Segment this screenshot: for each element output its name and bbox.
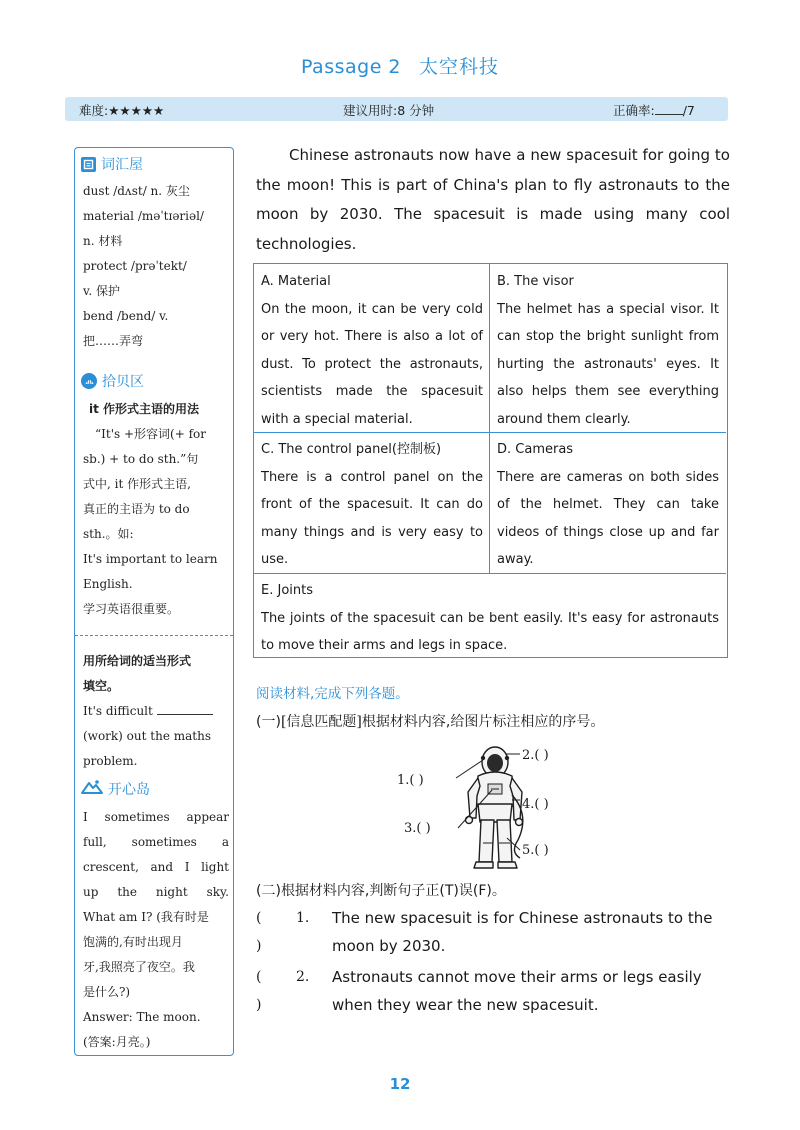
figure-label-2[interactable]: 2.( ) — [522, 748, 549, 763]
exercise-title: 用所给词的适当形式 — [83, 654, 192, 668]
difficulty-stars: ★★★★★ — [108, 103, 165, 118]
astronaut-illustration — [380, 740, 620, 870]
book-icon — [81, 157, 96, 172]
accuracy-total: /7 — [682, 103, 695, 118]
info-bar — [65, 97, 728, 121]
intro-paragraph: Chinese astronauts now have a new spacesuit for going to the moon! This is part of China's plan to fly astronauts to the moon by 2030. The spacesuit is made using many cool technologies. — [256, 146, 730, 253]
feature-table — [253, 263, 728, 658]
question-number: 1. — [296, 910, 310, 926]
table-divider — [489, 264, 490, 573]
feature-cell-c — [254, 432, 490, 578]
part2-header — [256, 880, 506, 900]
part1-text: 根据材料内容,给图片标注相应的序号。 — [361, 714, 605, 730]
feature-cell-a — [254, 264, 490, 437]
feature-body: There are cameras on both sides of the helmet. They can take videos of things close up and far away. — [497, 469, 719, 567]
riddle-heading-text: 开心岛 — [108, 782, 150, 798]
page-number: 12 — [389, 1075, 411, 1093]
question-text: Astronauts cannot move their arms or legs easily when they wear the new spacesuit. — [332, 968, 702, 1014]
answer-blank[interactable]: ( ) — [256, 969, 262, 1013]
difficulty-label: 难度: — [79, 103, 109, 118]
vocab-heading — [81, 153, 143, 175]
exercise-text: It's difficult — [83, 704, 153, 718]
vocab-line: bend /bend/ v. — [83, 309, 169, 323]
feature-title: A. Material — [261, 274, 331, 289]
grammar-line: It's important to learn — [83, 552, 218, 566]
vocab-line: protect /prəˈtekt/ — [83, 259, 187, 273]
part1-label: (一) — [256, 714, 281, 730]
grammar-line: English. — [83, 577, 133, 591]
grammar-title: it 作形式主语的用法 — [89, 402, 200, 416]
feature-body: On the moon, it can be very cold or very hot. There is also a lot of dust. To protect the astronauts, scientists made the spacesuit with a special material. — [261, 301, 483, 427]
riddle-line: 饱满的,有时出现月 — [83, 935, 183, 949]
feature-title: E. Joints — [261, 583, 313, 598]
feature-body: The joints of the spacesuit can be bent easily. It's easy for astronauts to move their arms and legs in space. — [261, 610, 719, 653]
table-divider — [254, 432, 726, 433]
feature-title: B. The visor — [497, 274, 574, 289]
exercise-line: (work) out the maths — [83, 729, 211, 743]
riddle — [83, 805, 229, 1055]
exercise-title: 填空。 — [83, 679, 120, 693]
part1-tag: [信息匹配题] — [280, 714, 362, 730]
grammar-line: sb.) + to do sth.”句 — [83, 452, 199, 466]
feature-title: C. The control panel(控制板) — [261, 442, 442, 457]
vocab-line: material /məˈtɪəriəl/ — [83, 209, 204, 223]
part1-header — [256, 711, 604, 731]
suggested-time: 建议用时:8 分钟 — [343, 103, 435, 118]
vocab-line: n. 材料 — [83, 234, 123, 248]
table-divider — [254, 573, 726, 574]
vocab-list — [83, 179, 229, 354]
riddle-line: 是什么?) — [83, 985, 131, 999]
part2-text: 根据材料内容,判断句子正(T)误(F)。 — [280, 883, 506, 899]
page-title — [0, 52, 800, 79]
passage-number: Passage 2 — [300, 56, 402, 78]
grammar-line: 学习英语很重要。 — [83, 602, 180, 616]
grammar-heading-text: 拾贝区 — [102, 374, 144, 390]
riddle-line: What am I? (我有时是 — [83, 910, 209, 924]
figure-label-4[interactable]: 4.( ) — [522, 797, 549, 812]
figure-label-3[interactable]: 3.( ) — [404, 821, 431, 836]
grammar-line: sth.。如: — [83, 527, 134, 541]
riddle-line: up the night sky. — [83, 885, 229, 899]
grammar-note — [83, 397, 229, 622]
vocab-line: 把……弄弯 — [83, 334, 144, 348]
part2-label: (二) — [256, 883, 281, 899]
riddle-answer: (答案:月亮。) — [83, 1035, 151, 1049]
figure-label-1[interactable]: 1.( ) — [397, 773, 424, 788]
exercise-line: problem. — [83, 754, 138, 768]
grammar-heading — [81, 370, 144, 392]
shell-icon — [81, 373, 97, 389]
riddle-answer: Answer: The moon. — [83, 1010, 201, 1024]
accuracy — [613, 101, 695, 119]
astronaut-figure — [380, 740, 620, 870]
grammar-line: “It's +形容词(+ for — [95, 427, 206, 441]
exercise-line — [83, 699, 229, 724]
mountain-icon — [81, 779, 103, 799]
answer-blank[interactable]: ( ) — [256, 910, 262, 954]
grammar-line: 真正的主语为 to do — [83, 502, 190, 516]
vocab-heading-text: 词汇屋 — [101, 157, 143, 173]
passage-topic: 太空科技 — [419, 56, 500, 78]
divider — [75, 635, 233, 636]
accuracy-label: 正确率: — [613, 103, 655, 118]
feature-cell-b — [490, 264, 726, 437]
riddle-heading — [81, 778, 150, 800]
feature-cell-e — [254, 573, 726, 664]
riddle-line: I sometimes appear — [83, 810, 229, 824]
riddle-line: full, sometimes a — [83, 835, 229, 849]
feature-title: D. Cameras — [497, 442, 574, 457]
grammar-line: 式中, it 作形式主语, — [83, 477, 191, 491]
feature-body: The helmet has a special visor. It can stop the bright sunlight from hurting the astronauts' eyes. It also helps them see everything around them clearly. — [497, 301, 719, 427]
instruction: 阅读材料,完成下列各题。 — [256, 686, 409, 702]
grammar-exercise — [83, 649, 229, 774]
exercise-blank[interactable] — [157, 702, 213, 715]
sidebar — [74, 147, 234, 1056]
figure-label-5[interactable]: 5.( ) — [522, 843, 549, 858]
feature-cell-d — [490, 432, 726, 578]
vocab-line: v. 保护 — [83, 284, 120, 298]
feature-body: There is a control panel on the front of the spacesuit. It can do many things and is very easy to use. — [261, 469, 483, 567]
accuracy-blank[interactable] — [655, 102, 683, 115]
riddle-line: 牙,我照亮了夜空。我 — [83, 960, 195, 974]
vocab-line: dust /dʌst/ n. 灰尘 — [83, 184, 190, 198]
question-number: 2. — [296, 969, 310, 985]
riddle-line: crescent, and I light — [83, 860, 229, 874]
difficulty — [79, 101, 164, 119]
question-text: The new spacesuit is for Chinese astronauts to the moon by 2030. — [332, 909, 713, 955]
